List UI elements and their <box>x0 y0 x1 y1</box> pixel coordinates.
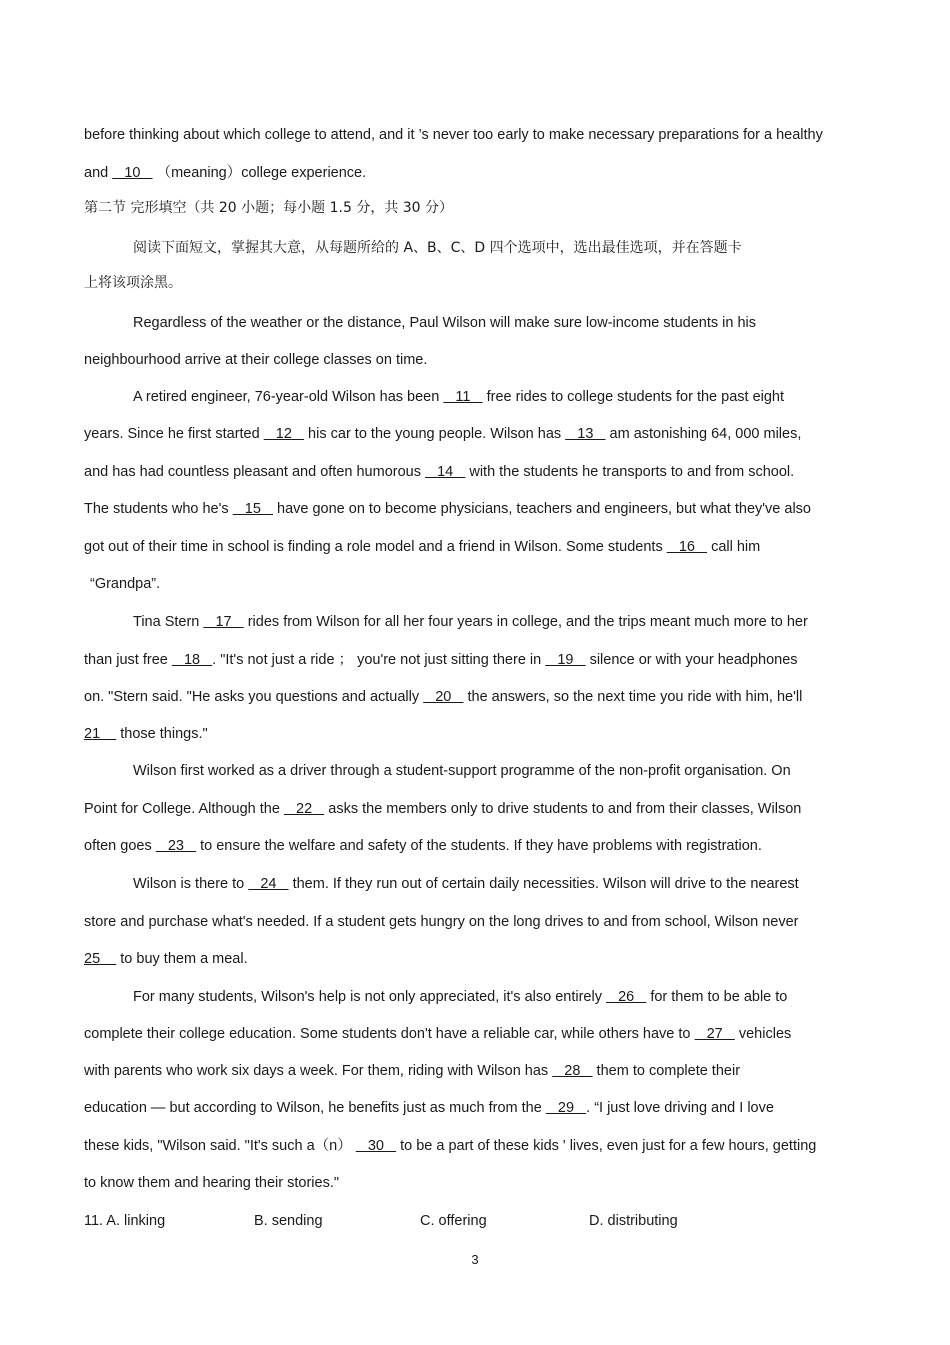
text: to know them and hearing their stories." <box>84 1175 340 1191</box>
question-11-option-d: D. distributing <box>589 1213 678 1229</box>
text: Point for College. Although the <box>84 801 284 817</box>
passage-line <box>133 986 865 1008</box>
blank-10: 10 <box>112 165 153 181</box>
text: to buy them a meal. <box>116 951 248 967</box>
text: years. Since he first started <box>84 426 264 442</box>
text: A retired engineer, 76-year-old Wilson has been <box>133 389 444 405</box>
passage-line <box>84 948 865 970</box>
blank-15: 15 <box>232 501 273 517</box>
text: and has had countless pleasant and often humorous <box>84 464 425 480</box>
blank-19: 19 <box>545 652 586 668</box>
text: to ensure the welfare and safety of the students. If they have problems with registration. <box>196 838 762 854</box>
blank-24: 24 <box>248 876 289 892</box>
passage-line <box>84 536 865 558</box>
instruction-line-1 <box>133 237 865 259</box>
passage-line <box>84 686 865 708</box>
passage-line <box>84 911 865 933</box>
text: 上将该项涂黑。 <box>84 275 182 291</box>
passage-line <box>133 611 865 633</box>
passage-line <box>84 649 865 671</box>
heading-text: 第二节 完形填空（共 20 小题；每小题 1.5 分，共 30 分） <box>84 200 454 216</box>
page-number: 3 <box>471 1252 479 1267</box>
text: often goes <box>84 838 156 854</box>
passage-line <box>84 1060 865 1082</box>
text: Regardless of the weather or the distance, Paul Wilson will make sure low-income students in his <box>133 315 756 331</box>
passage-line <box>84 461 865 483</box>
passage-line <box>90 573 871 595</box>
blank-17: 17 <box>203 614 244 630</box>
text: these kids, "Wilson said. "It's such a（n） <box>84 1138 356 1154</box>
blank-23: 23 <box>155 838 197 854</box>
blank-25: 25 <box>84 951 117 967</box>
passage-line <box>84 723 865 745</box>
passage-line <box>133 760 865 782</box>
text: complete their college education. Some students don't have a reliable car, while others have to <box>84 1026 695 1042</box>
text: . "It's not just a ride ； you're not just sitting there in <box>212 652 546 668</box>
blank-21: 21 <box>84 726 117 742</box>
text: on. "Stern said. "He asks you questions and actually <box>84 689 424 705</box>
instruction-line-2 <box>84 272 865 294</box>
text: with parents who work six days a week. For them, riding with Wilson has <box>84 1063 553 1079</box>
passage-line <box>133 312 865 334</box>
blank-22: 22 <box>283 801 325 817</box>
text: 阅读下面短文，掌握其大意，从每题所给的 A、B、C、D 四个选项中，选出最佳选项，并在答题卡 <box>133 240 742 256</box>
text: his car to the young people. Wilson has <box>304 426 566 442</box>
blank-12: 12 <box>263 426 305 442</box>
blank-16: 16 <box>666 539 708 555</box>
text: the answers, so the next time you ride with him, he'll <box>463 689 803 705</box>
question-11-option-b: B. sending <box>254 1213 323 1229</box>
text: before thinking about which college to attend, and it ’s never too early to make necessary preparations for a healthy <box>84 127 823 143</box>
question-11-option-a: 11. A. linking <box>84 1213 166 1229</box>
blank-20: 20 <box>423 689 464 705</box>
intro-line-2 <box>84 162 865 184</box>
text: store and purchase what's needed. If a student gets hungry on the long drives to and from school, Wilson never <box>84 914 799 930</box>
text: call him <box>707 539 761 555</box>
passage-line <box>84 1097 865 1119</box>
passage-line <box>84 1135 865 1157</box>
passage-line <box>84 1172 865 1194</box>
text: got out of their time in school is finding a role model and a friend in Wilson. Some students <box>84 539 667 555</box>
text: asks the members only to drive students to and from their classes, Wilson <box>324 801 802 817</box>
passage-line <box>84 349 865 371</box>
passage-line <box>84 798 865 820</box>
text: and <box>84 165 113 181</box>
blank-29: 29 <box>545 1100 587 1116</box>
blank-26: 26 <box>605 989 647 1005</box>
text: free rides to college students for the past eight <box>482 389 785 405</box>
blank-27: 27 <box>694 1026 735 1042</box>
text: neighbourhood arrive at their college classes on time. <box>84 352 428 368</box>
text: am astonishing 64, 000 miles, <box>605 426 802 442</box>
text: （meaning）college experience. <box>152 165 367 181</box>
text: Wilson is there to <box>133 876 249 892</box>
text: with the students he transports to and from school. <box>465 464 795 480</box>
blank-28: 28 <box>552 1063 593 1079</box>
text: silence or with your headphones <box>585 652 798 668</box>
section-heading <box>84 197 865 219</box>
text: For many students, Wilson's help is not only appreciated, it's also entirely <box>133 989 606 1005</box>
text: those things." <box>116 726 208 742</box>
passage-line <box>133 873 865 895</box>
text: “Grandpa”. <box>90 576 161 592</box>
text: Tina Stern <box>133 614 204 630</box>
text: . “I just love driving and I love <box>586 1100 774 1116</box>
text: vehicles <box>734 1026 792 1042</box>
blank-14: 14 <box>425 464 466 480</box>
blank-30: 30 <box>355 1138 397 1154</box>
text: for them to be able to <box>646 989 788 1005</box>
text: them to complete their <box>592 1063 741 1079</box>
passage-line <box>84 1023 865 1045</box>
passage-line <box>133 386 865 408</box>
blank-13: 13 <box>565 426 606 442</box>
text: them. If they run out of certain daily necessities. Wilson will drive to the nearest <box>288 876 799 892</box>
text: Wilson first worked as a driver through a student-support programme of the non-profit organisation. On <box>133 763 791 779</box>
intro-line-1 <box>84 124 865 146</box>
text: than just free <box>84 652 172 668</box>
passage-line <box>84 498 865 520</box>
passage-line <box>84 423 865 445</box>
text: rides from Wilson for all her four years in college, and the trips meant much more to her <box>243 614 808 630</box>
question-11-option-c: C. offering <box>420 1213 487 1229</box>
passage-line <box>84 835 865 857</box>
blank-11: 11 <box>443 389 483 405</box>
text: education — but according to Wilson, he benefits just as much from the <box>84 1100 546 1116</box>
text: The students who he's <box>84 501 233 517</box>
text: to be a part of these kids ' lives, even just for a few hours, getting <box>396 1138 817 1154</box>
text: have gone on to become physicians, teachers and engineers, but what they've also <box>272 501 811 517</box>
blank-18: 18 <box>171 652 213 668</box>
